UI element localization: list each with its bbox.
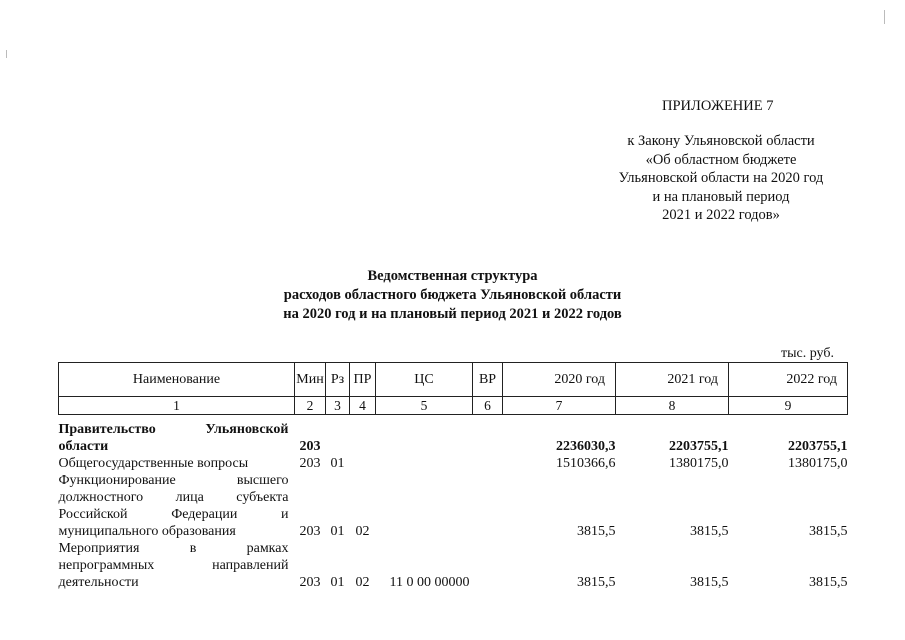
law-reference-line: к Закону Ульяновской области [627,133,815,149]
law-reference [586,132,856,225]
row-2022: 1380175,0 [788,456,848,471]
column-header-vr: ВР [473,363,503,397]
row-rz: 01 [330,575,345,590]
row-rz: 01 [330,524,345,539]
row-2020: 2236030,3 [556,439,616,454]
column-number: 5 [376,397,473,415]
column-number-row [59,397,848,415]
row-2021: 3815,5 [690,575,729,590]
appendix-label: ПРИЛОЖЕНИЕ 7 [662,98,774,114]
row-rz: 01 [330,456,345,471]
row-vr [473,540,503,591]
row-2022: 2203755,1 [788,439,848,454]
column-number: 6 [473,397,503,415]
row-2022: 3815,5 [809,524,848,539]
row-cs [376,472,473,540]
row-name: Правительство Ульяновской области [58,422,289,454]
row-2020: 3815,5 [577,524,616,539]
row-pr: 02 [355,575,370,590]
row-min: 203 [299,439,321,454]
column-number: 1 [59,397,295,415]
document-title [0,267,905,324]
row-name: Функционирование высшего должностного лица субъекта Российской Федерации и муниципального образования [58,473,289,539]
column-number: 2 [295,397,326,415]
budget-table [58,362,848,591]
column-number: 9 [729,397,848,415]
row-min: 203 [299,524,321,539]
table-header-row [59,363,848,397]
row-2020: 3815,5 [577,575,616,590]
column-number: 8 [616,397,729,415]
row-cs: 11 0 00 00000 [389,575,470,590]
row-rz [326,415,350,456]
column-header-pr: ПР [350,363,376,397]
law-reference-line: Ульяновской области на 2020 год [618,170,824,186]
row-min: 203 [299,456,321,471]
column-header-cs: ЦС [376,363,473,397]
row-pr: 02 [355,524,370,539]
document-title-line: на 2020 год и на плановый период 2021 и 2022 годов [283,306,622,322]
row-2020: 1510366,6 [556,456,616,471]
column-header-2021: 2021 год [616,363,729,397]
column-header-name: Наименование [59,363,295,397]
table-row [59,472,848,540]
row-name: Общегосударственные вопросы [58,456,249,471]
row-vr [473,455,503,472]
row-vr [473,415,503,456]
row-pr [350,415,376,456]
table-row [59,455,848,472]
row-2021: 1380175,0 [669,456,729,471]
column-header-2020: 2020 год [503,363,616,397]
row-2022: 3815,5 [809,575,848,590]
row-2021: 2203755,1 [669,439,729,454]
column-number: 7 [503,397,616,415]
row-name: Мероприятия в рамках непрограммных направлений деятельности [58,541,289,590]
table-row [59,415,848,456]
law-reference-line: и на плановый период [652,188,790,205]
row-vr [473,472,503,540]
document-title-line: расходов областного бюджета Ульяновской области [283,287,622,303]
row-cs [376,455,473,472]
document-title-line: Ведомственная структура [367,268,538,284]
row-pr [350,455,376,472]
law-reference-line: 2021 и 2022 годов» [662,207,780,223]
scan-edge-mark [884,10,885,24]
column-header-min: Мин [295,363,326,397]
column-header-2022: 2022 год [729,363,848,397]
column-number: 4 [350,397,376,415]
scan-edge-mark [6,50,7,58]
row-2021: 3815,5 [690,524,729,539]
column-header-rz: Рз [326,363,350,397]
row-cs [376,415,473,456]
units-label: тыс. руб. [781,346,834,361]
law-reference-line: «Об областном бюджете [645,151,797,168]
row-min: 203 [299,575,321,590]
column-number: 3 [326,397,350,415]
table-row [59,540,848,591]
